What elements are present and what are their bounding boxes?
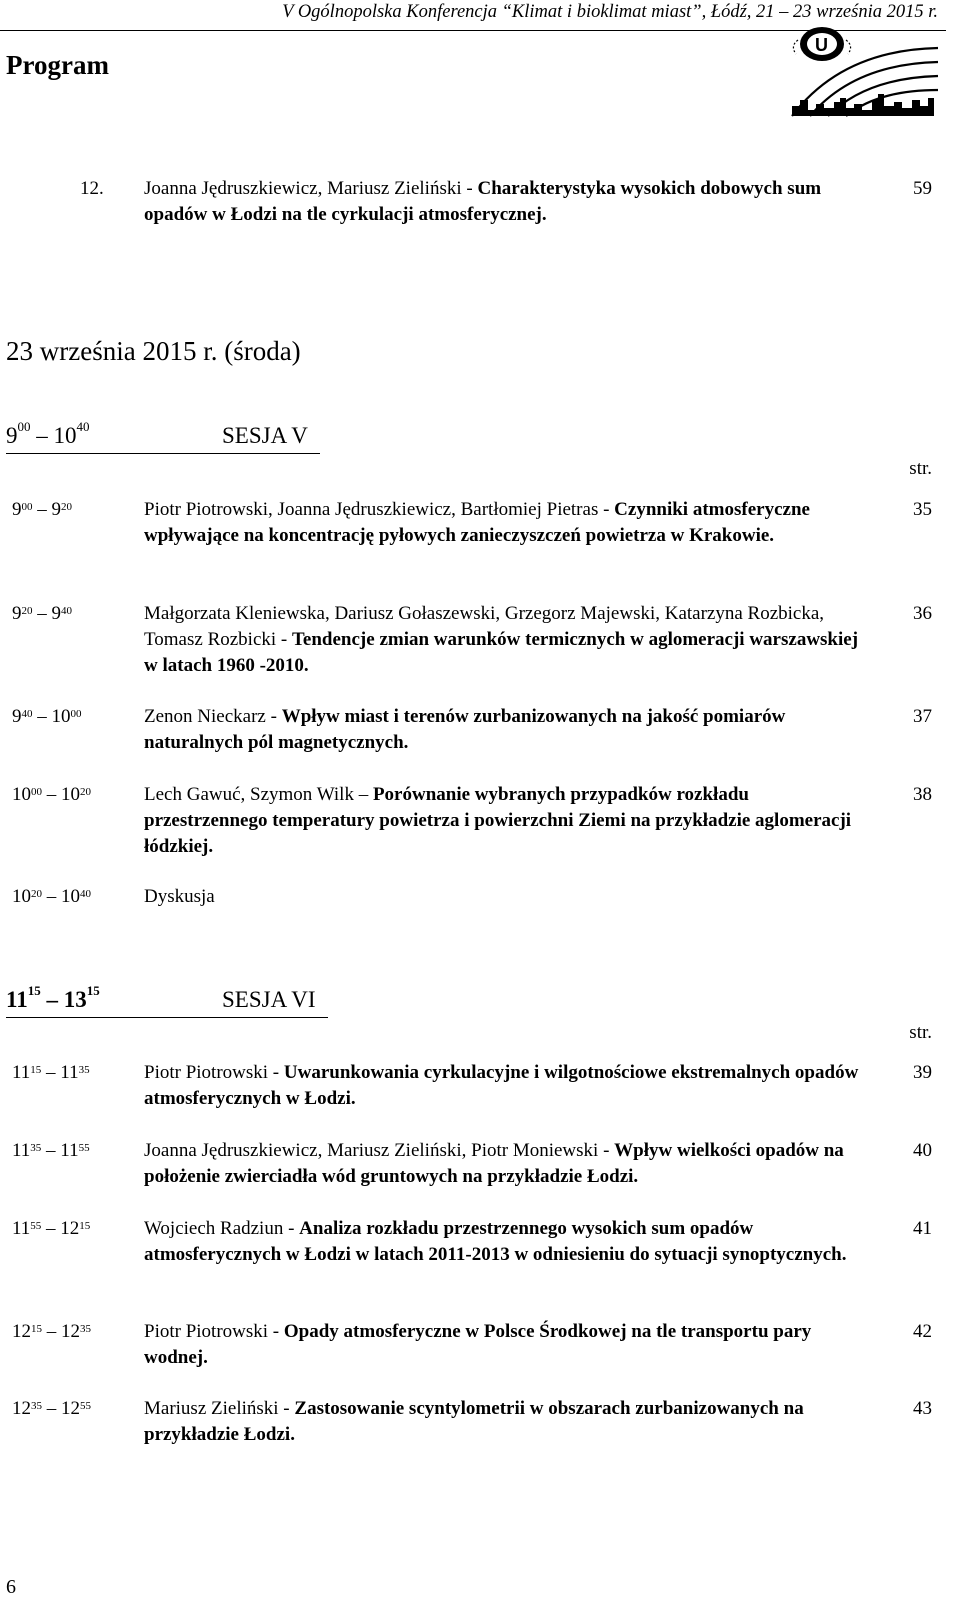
prev-program-entry <box>0 176 960 230</box>
session-5-header <box>6 419 320 454</box>
entry-body <box>144 1396 874 1448</box>
session-6-label: SESJA VI <box>222 987 316 1012</box>
entry-time: $9^{20} - 9^{40}$ <box>12 603 72 624</box>
entry-body <box>144 497 874 549</box>
entry-title: Uwarunkowania cyrkulacyjne i wilgotnościowe ekstremalnych opadów atmosferycznych w Łodzi. <box>144 1062 859 1109</box>
entry-body <box>144 176 874 228</box>
entry-body <box>144 1060 874 1112</box>
session-6-header <box>6 983 328 1018</box>
conference-title: V Ogólnopolska Konferencja “Klimat i bioklimat miast”, Łódź, 21 – 23 września 2015 r. <box>282 2 938 22</box>
entry-number: 12. <box>80 178 104 199</box>
session-5-page-column-label: str. <box>909 458 932 479</box>
program-entry <box>0 1138 960 1218</box>
entry-title: Tendencje zmian warunków termicznych w aglomeracji warszawskiej w latach 1960 -2010. <box>144 629 859 676</box>
section-title: Program <box>6 50 109 80</box>
entry-authors: Mariusz Zieliński - <box>144 1398 295 1419</box>
entry-title: Porównanie wybranych przypadków rozkładu przestrzennego temperatury powietrza i powierzchni Ziemi na przykładzie aglomeracji łódzkiej. <box>144 784 852 857</box>
day-title: 23 września 2015 r. (środa) <box>6 336 301 366</box>
entry-page: 59 <box>913 178 932 199</box>
entry-time: $11^{15} - 11^{35}$ <box>12 1062 90 1083</box>
program-entry <box>0 1396 960 1476</box>
entry-title: Zastosowanie scyntylometrii w obszarach zurbanizowanych na przykładzie Łodzi. <box>144 1398 804 1445</box>
entry-authors: Piotr Piotrowski - <box>144 1062 284 1083</box>
program-entry <box>0 1060 960 1140</box>
program-entry <box>0 1216 960 1296</box>
entry-authors: Piotr Piotrowski, Joanna Jędruszkiewicz, Bartłomiej Pietras - <box>144 499 615 520</box>
entry-body <box>144 1138 874 1190</box>
entry-time: $10^{20} - 10^{40}$ <box>12 886 91 907</box>
entry-authors: Joanna Jędruszkiewicz, Mariusz Zieliński - <box>144 178 478 199</box>
entry-authors: Małgorzata Kleniewska, Dariusz Gołaszewski, Grzegorz Majewski, Katarzyna Rozbicka, Tomasz Rozbicki - <box>144 603 825 650</box>
entry-time: $9^{00} - 9^{20}$ <box>12 499 72 520</box>
entry-page: 43 <box>913 1398 932 1419</box>
session-6-time: $11^{15} - 13^{15}$ <box>6 983 100 1012</box>
entry-authors: Piotr Piotrowski - <box>144 1321 284 1342</box>
conference-logo-icon <box>782 20 942 120</box>
entry-body <box>144 782 874 860</box>
entry-page: 35 <box>913 499 932 520</box>
entry-title: Charakterystyka wysokich dobowych sum opadów w Łodzi na tle cyrkulacji atmosferycznej. <box>144 178 822 225</box>
entry-page: 37 <box>913 706 932 727</box>
page-number: 6 <box>6 1576 16 1598</box>
entry-title: Czynniki atmosferyczne wpływające na koncentrację pyłowych zanieczyszczeń powietrza w Krakowie. <box>144 499 810 546</box>
entry-time: $12^{15} - 12^{35}$ <box>12 1321 91 1342</box>
entry-page: 39 <box>913 1062 932 1083</box>
program-entry <box>0 884 960 964</box>
entry-body <box>144 601 874 679</box>
session-6-page-column-label: str. <box>909 1022 932 1043</box>
program-entry <box>0 601 960 681</box>
entry-time: $10^{00} - 10^{20}$ <box>12 784 91 805</box>
entry-body <box>144 1216 874 1268</box>
entry-title: Wpływ miast i terenów zurbanizowanych na jakość pomiarów naturalnych pól magnetycznych. <box>144 706 786 753</box>
entry-page: 38 <box>913 784 932 805</box>
page-header <box>0 0 960 122</box>
entry-page: 36 <box>913 603 932 624</box>
entry-authors: Joanna Jędruszkiewicz, Mariusz Zieliński, Piotr Moniewski - <box>144 1140 615 1161</box>
program-entry <box>0 704 960 784</box>
entry-authors: Zenon Nieckarz - <box>144 706 282 727</box>
entry-authors: Lech Gawuć, Szymon Wilk – <box>144 784 373 805</box>
entry-page: 41 <box>913 1218 932 1239</box>
entry-title: Analiza rozkładu przestrzennego wysokich sum opadów atmosferycznych w Łodzi w latach 2011-2013 w odniesieniu do sytuacji synoptycznych. <box>144 1218 847 1265</box>
program-entry <box>0 1319 960 1399</box>
entry-title: Opady atmosferyczne w Polsce Środkowej na tle transportu pary wodnej. <box>144 1321 812 1368</box>
session-5-time: $9^{00} - 10^{40}$ <box>6 419 90 448</box>
entry-time: $11^{55} - 12^{15}$ <box>12 1218 91 1239</box>
entry-page: 40 <box>913 1140 932 1161</box>
session-5-label: SESJA V <box>222 423 308 448</box>
entry-authors: Wojciech Radziun - <box>144 1218 300 1239</box>
entry-time: $11^{35} - 11^{55}$ <box>12 1140 90 1161</box>
entry-time: $9^{40} - 10^{00}$ <box>12 706 82 727</box>
entry-page: 42 <box>913 1321 932 1342</box>
entry-title: Wpływ wielkości opadów na położenie zwierciadła wód gruntowych na przykładzie Łodzi. <box>144 1140 844 1187</box>
entry-time: $12^{35} - 12^{55}$ <box>12 1398 91 1419</box>
entry-authors: Dyskusja <box>144 886 215 907</box>
program-entry <box>0 497 960 577</box>
entry-body <box>144 884 874 910</box>
svg-text:U: U <box>815 35 828 55</box>
program-entry <box>0 782 960 862</box>
entry-body <box>144 1319 874 1371</box>
entry-body <box>144 704 874 756</box>
